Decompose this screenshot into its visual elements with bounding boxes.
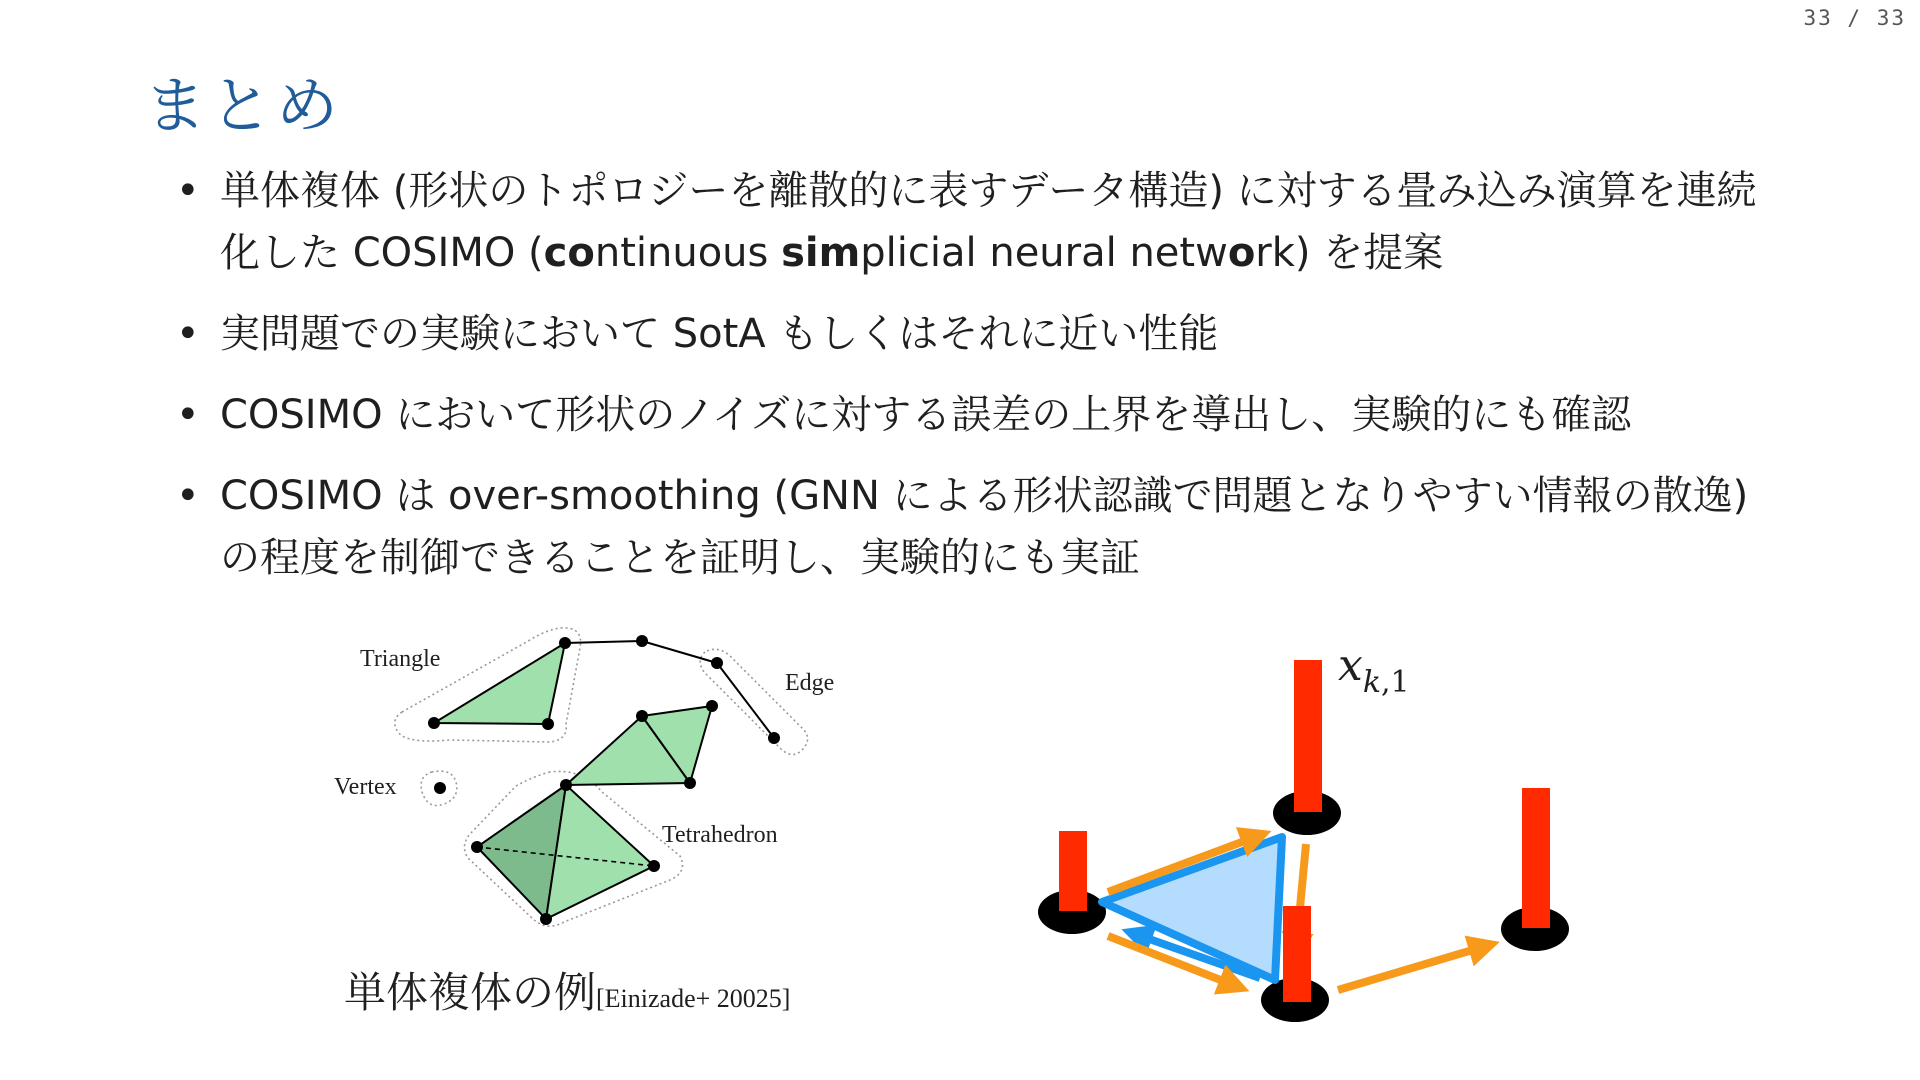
bullet-1-text-b: ntinuous: [594, 230, 782, 276]
vertex: [542, 718, 554, 730]
slide-title: まとめ: [144, 69, 343, 142]
tet-face-front: [546, 785, 654, 919]
edge-chain-3: [717, 663, 774, 738]
vertex: [540, 913, 552, 925]
bullet-1-bold-sim: sim: [781, 230, 861, 276]
edge-chain-2: [642, 641, 717, 663]
simplicial-complex-figure: [320, 620, 880, 940]
signal-label: [1338, 640, 1410, 700]
label-edge: Edge: [785, 670, 835, 696]
vertex: [636, 635, 648, 647]
vertex: [636, 710, 648, 722]
signal-label-sub-k: k: [1362, 665, 1382, 700]
bullet-1-text-a: 単体複体 (形状のトポロジーを離散的に表すデータ構造) に対する畳み込み演算を連続化した COSIMO (: [220, 168, 1757, 276]
vertex: [471, 841, 483, 853]
diffusion-illustration: [1020, 640, 1580, 1040]
label-vertex: Vertex: [334, 774, 397, 800]
bullet-1-text-d: rk) を提案: [1255, 230, 1444, 276]
arrow-bottom-to-right: [1338, 946, 1486, 990]
bullet-list: [176, 160, 1796, 608]
isolated-vertex: [434, 782, 446, 794]
signal-label-subscript: [1363, 665, 1410, 700]
signal-bar-right: [1522, 788, 1550, 928]
label-tetrahedron: Tetrahedron: [662, 822, 778, 848]
edge-chain-1: [565, 641, 642, 643]
bullet-1-bold-co: co: [543, 230, 595, 276]
signal-bar-bottom: [1283, 906, 1311, 1002]
caption-main: 単体複体の例: [344, 968, 597, 1017]
vertex: [428, 717, 440, 729]
page-number: 33 / 33: [1803, 6, 1906, 30]
signal-label-sub-rest: ,1: [1381, 665, 1410, 700]
vertex: [560, 779, 572, 791]
bullet-1-text-c: plicial neural netw: [860, 230, 1228, 276]
bullet-item-3: • COSIMO において形状のノイズに対する誤差の上界を導出し、実験的にも確認: [176, 384, 1796, 446]
vertex: [684, 777, 696, 789]
signal-bar-top: [1294, 660, 1322, 812]
signal-label-var: x: [1338, 640, 1363, 691]
vertex: [706, 700, 718, 712]
vertex: [648, 860, 660, 872]
figure-caption: [344, 960, 790, 1020]
caption-citation: [Einizade+ 20025]: [596, 984, 791, 1013]
bullet-1-bold-o: o: [1227, 230, 1256, 276]
label-triangle: Triangle: [360, 646, 441, 672]
bullet-item-1: [176, 160, 1796, 284]
triangle-face: [434, 643, 565, 724]
simplicial-complex-diagram: [320, 620, 880, 940]
bullet-item-4: • COSIMO は over-smoothing (GNN による形状認識で問題となりやすい情報の散逸) の程度を制御できることを証明し、実験的にも実証: [176, 465, 1796, 589]
vertex: [559, 637, 571, 649]
vertex: [711, 657, 723, 669]
bullet-item-2: • 実問題での実験において SotA もしくはそれに近い性能: [176, 303, 1796, 365]
vertex: [768, 732, 780, 744]
signal-bar-left: [1059, 831, 1087, 911]
